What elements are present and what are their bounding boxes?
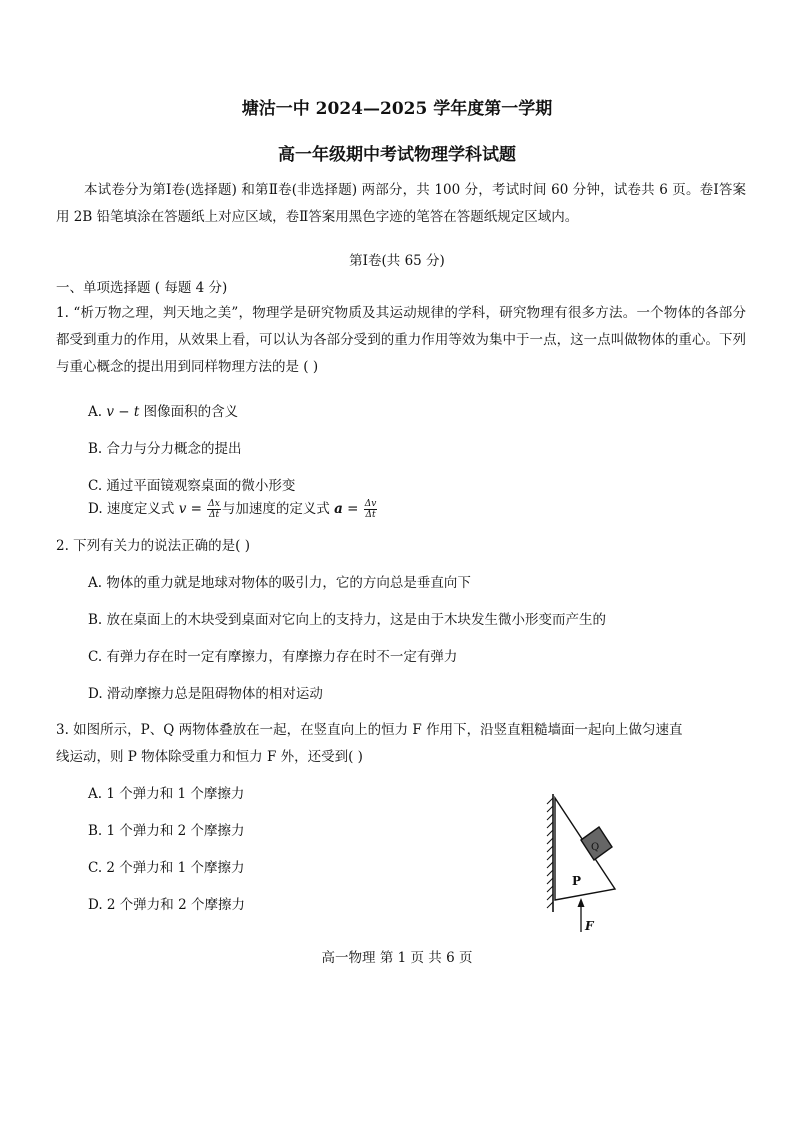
acceleration-symbol: a bbox=[334, 501, 343, 517]
velocity-symbol: v bbox=[178, 501, 187, 517]
section-title: 第Ⅰ卷(共 65 分) bbox=[349, 253, 445, 269]
velocity-denominator: Δt bbox=[208, 510, 220, 520]
acceleration-denominator: Δt bbox=[365, 510, 376, 520]
question-2-stem: 2. 下列有关力的说法正确的是( ) bbox=[56, 538, 250, 554]
question-3-option-d: D. 2 个弹力和 2 个摩擦力 bbox=[88, 897, 245, 913]
question-1-option-a bbox=[88, 400, 238, 420]
question-3-stem-line-1: 3. 如图所示，P、Q 两物体叠放在一起，在竖直向上的恒力 F 作用下，沿竖直粗糙墙面一起向上做匀速直 bbox=[56, 722, 683, 738]
question-1-stem: 1. “析万物之理，判天地之美”，物理学是研究物质及其运动规律的学科，研究物理有很多方法。一个物体的各部分都受到重力的作用，从效果上看，可以认为各部分受到的重力作用等效为集中于一点，这一点叫做物体的重心。下列与重心概念的提出用到同样物理方法的是 ( ) bbox=[56, 305, 746, 375]
label-q: Q bbox=[591, 842, 600, 853]
velocity-numerator: Δx bbox=[208, 499, 220, 509]
option-d-prefix: D. 速度定义式 bbox=[88, 501, 179, 517]
option-a-prefix: A. bbox=[88, 404, 107, 420]
acceleration-fraction bbox=[364, 499, 378, 520]
part-title: 一、单项选择题 ( 每题 4 分) bbox=[56, 280, 228, 296]
question-3-stem-line-2: 线运动，则 P 物体除受重力和恒力 F 外，还受到( ) bbox=[56, 749, 363, 765]
exam-title-school: 塘沽一中 2024—2025 学年度第一学期 bbox=[241, 99, 553, 119]
velocity-fraction bbox=[207, 499, 221, 520]
label-f: F bbox=[585, 919, 594, 933]
question-3-option-c: C. 2 个弹力和 1 个摩擦力 bbox=[88, 860, 245, 876]
equals-sign: = bbox=[186, 501, 207, 517]
label-p: P bbox=[572, 874, 582, 888]
option-d-middle: 与加速度的定义式 bbox=[221, 501, 335, 517]
question-1-option-c: C. 通过平面镜观察桌面的微小形变 bbox=[88, 478, 296, 494]
question-3-option-a: A. 1 个弹力和 1 个摩擦力 bbox=[88, 786, 245, 802]
question-2-option-b: B. 放在桌面上的木块受到桌面对它向上的支持力，这是由于木块发生微小形变而产生的 bbox=[88, 612, 607, 628]
question-3-option-b: B. 1 个弹力和 2 个摩擦力 bbox=[88, 823, 245, 839]
wall-hatching bbox=[547, 798, 553, 908]
exam-title-subject: 高一年级期中考试物理学科试题 bbox=[278, 145, 516, 165]
question-2-option-d: D. 滑动摩擦力总是阻碍物体的相对运动 bbox=[88, 686, 323, 702]
page-footer: 高一物理 第 1 页 共 6 页 bbox=[321, 950, 473, 966]
question-2-option-c: C. 有弹力存在时一定有摩擦力，有摩擦力存在时不一定有弹力 bbox=[88, 649, 458, 665]
option-a-text: 图像面积的含义 bbox=[139, 404, 239, 420]
equals-sign-2: = bbox=[342, 501, 363, 517]
question-1-option-b: B. 合力与分力概念的提出 bbox=[88, 441, 242, 457]
force-arrow-head bbox=[578, 898, 585, 907]
acceleration-numerator: Δv bbox=[364, 499, 377, 509]
question-1-option-d bbox=[88, 497, 378, 520]
question-3-figure bbox=[535, 790, 625, 940]
exam-instructions: 本试卷分为第Ⅰ卷(选择题) 和第Ⅱ卷(非选择题) 两部分，共 100 分，考试时间 60 分钟，试卷共 6 页。卷Ⅰ答案用 2B 铅笔填涂在答题纸上对应区域，卷Ⅱ答案用黑色字迹的笔答在答题纸规定区域内。 bbox=[56, 182, 746, 225]
option-a-math: v − t bbox=[106, 404, 140, 420]
question-2-option-a: A. 物体的重力就是地球对物体的吸引力，它的方向总是垂直向下 bbox=[88, 575, 471, 591]
